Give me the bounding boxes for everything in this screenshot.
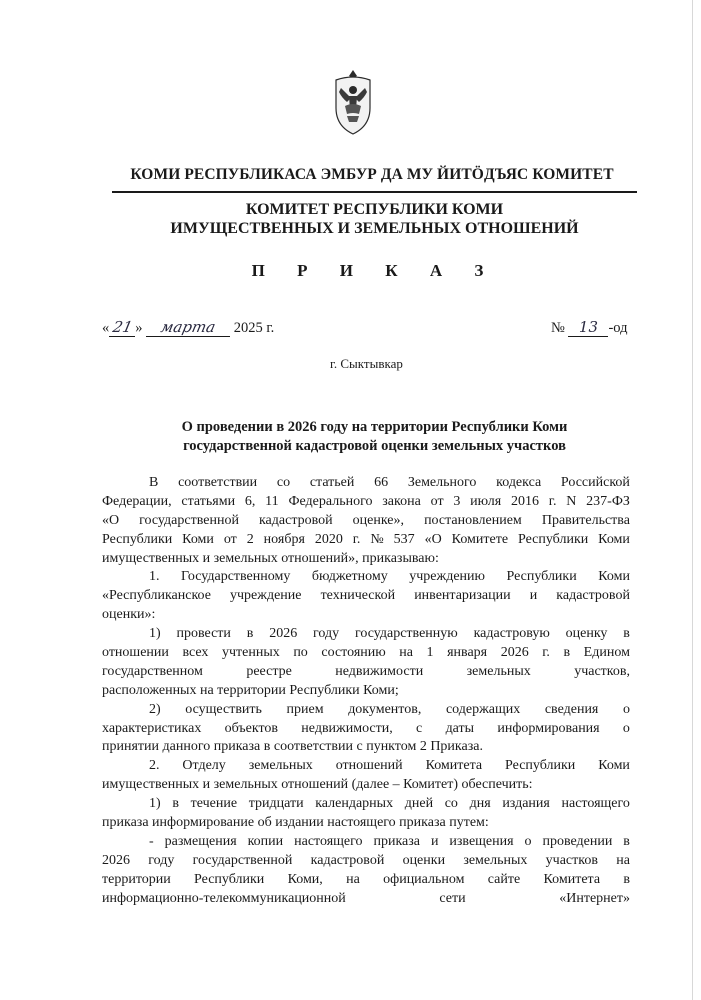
body-word: участков — [545, 852, 598, 868]
body-line: принятии данного приказа в соответствии с пунктом 2 Приказа. — [102, 739, 483, 755]
header-ru-line-2: ИМУЩЕСТВЕННЫХ И ЗЕМЕЛЬНЫХ ОТНОШЕНИЙ — [170, 220, 579, 237]
body-word: 2. — [149, 758, 160, 774]
body-word: информационно-телекоммуникационной — [102, 890, 346, 906]
order-number — [551, 320, 628, 337]
date-month: марта — [159, 318, 218, 336]
body-word: «Интернет» — [559, 890, 630, 906]
body-word: Земельного — [407, 475, 477, 490]
body-word: государственную — [354, 626, 458, 642]
body-word: оценки — [402, 852, 446, 868]
coat-of-arms-emblem — [333, 68, 373, 136]
body-word: 2020 — [314, 531, 343, 547]
body-word: 6, — [244, 493, 256, 509]
body-word: о — [622, 720, 630, 736]
body-word: земельных — [466, 663, 531, 679]
body-word: Государственному — [181, 569, 291, 585]
body-line — [102, 701, 630, 720]
body-word: Коми — [598, 758, 630, 774]
date-day: 21 — [110, 318, 134, 336]
body-word: N — [566, 493, 577, 509]
body-line — [102, 890, 630, 909]
body-word: характеристиках — [102, 720, 202, 736]
body-word: отношений — [335, 758, 403, 774]
header-komi-line: КОМИ РЕСПУБЛИКАСА ЭМБУР ДА МУ ЙИТÖДЪЯС КОМИТЕТ — [130, 166, 614, 183]
body-word: Федерального — [288, 493, 373, 509]
body-word: государственном — [102, 663, 203, 679]
body-word: государственной — [192, 852, 293, 868]
date-month-field — [146, 320, 230, 337]
body-line — [102, 795, 630, 814]
body-word: 537 — [393, 531, 415, 547]
body-word: 2026 — [500, 645, 529, 661]
body-word: и — [529, 588, 538, 604]
body-word: Федерации, — [102, 493, 172, 509]
body-word: в — [623, 871, 630, 887]
body-word: территории — [102, 871, 171, 887]
body-word: земельных — [248, 758, 313, 774]
body-word: течение — [190, 796, 238, 812]
body-word: Республики — [505, 758, 576, 774]
body-word: в — [623, 833, 630, 849]
body-word: Коми — [598, 531, 630, 547]
body-word: Комитета — [425, 758, 483, 774]
body-word: содержащих — [445, 701, 521, 717]
body-line — [102, 474, 630, 493]
number-suffix: -од — [608, 320, 628, 336]
body-word: Едином — [583, 645, 630, 661]
body-word: и — [430, 833, 439, 849]
body-word: кадастровой — [556, 588, 630, 604]
body-word: государственной — [139, 512, 239, 528]
body-word: прием — [286, 701, 324, 717]
body-word: объектов — [224, 720, 278, 736]
order-title-line-1: О проведении в 2026 году на территории Республики Коми — [181, 419, 568, 435]
header-ru-line-1: КОМИТЕТ РЕСПУБЛИКИ КОМИ — [245, 201, 504, 218]
body-word: с — [416, 720, 423, 736]
body-word: ноября — [263, 531, 305, 547]
body-word: году — [148, 852, 175, 868]
body-word: г. — [352, 531, 361, 547]
body-word: календарных — [315, 796, 394, 812]
body-line — [102, 493, 630, 512]
body-word: 66 — [374, 475, 389, 490]
body-word: учреждению — [409, 569, 485, 585]
body-word: статьей — [309, 475, 355, 490]
body-word: году — [313, 626, 340, 642]
body-word: 1 — [426, 645, 434, 661]
body-word: закона — [382, 493, 421, 509]
body-word: 237-ФЗ — [586, 493, 630, 509]
body-word: сети — [439, 890, 466, 906]
body-word: на — [616, 852, 630, 868]
body-word: учреждение — [230, 588, 302, 604]
body-line — [102, 833, 630, 852]
scan-edge — [692, 0, 693, 1000]
date-year: 2025 г. — [233, 320, 275, 336]
body-word: оценку — [565, 626, 608, 642]
body-line: оценки»: — [102, 607, 156, 623]
body-word: 2) — [149, 701, 161, 717]
body-word: о — [622, 701, 630, 717]
body-line: имущественных и земельных отношений», приказываю: — [102, 550, 439, 566]
body-word: учтенных — [221, 645, 280, 661]
document-type: П Р И К А З — [251, 261, 498, 280]
body-line — [102, 757, 630, 776]
body-word: реестре — [246, 663, 292, 679]
body-word: Республики — [506, 569, 577, 585]
body-line — [102, 512, 630, 531]
body-word: Правительства — [541, 512, 630, 528]
body-word: 1. — [149, 569, 160, 585]
order-body — [102, 474, 630, 908]
body-word: о — [524, 833, 532, 849]
body-word: осуществить — [185, 701, 262, 717]
body-word: даты — [445, 720, 475, 736]
body-line — [102, 531, 630, 550]
body-word: соответствии — [178, 475, 258, 490]
body-word: 1) — [149, 796, 161, 812]
body-word: провести — [176, 626, 231, 642]
body-word: - — [149, 833, 154, 849]
body-word: статьями — [181, 493, 236, 509]
body-word: 11 — [265, 493, 279, 509]
body-word: земельных — [463, 852, 528, 868]
body-word: издания — [502, 796, 550, 812]
body-word: официальном — [383, 871, 465, 887]
body-word: дня — [469, 796, 491, 812]
body-line: расположенных на территории Республики Коми; — [102, 682, 399, 698]
body-word: от — [430, 493, 444, 509]
body-line — [102, 663, 630, 682]
body-word: информирования — [497, 720, 600, 736]
body-word: инвентаризации — [414, 588, 511, 604]
date-day-field — [109, 320, 135, 337]
body-line: имущественных и земельных отношений (далее – Комитет) обеспечить: — [102, 777, 533, 793]
body-word: кодекса — [496, 475, 542, 490]
body-word: Коми, — [287, 871, 323, 887]
body-word: со — [444, 796, 458, 812]
body-word: июля — [470, 493, 502, 509]
number-prefix: № — [551, 320, 565, 336]
body-line — [102, 568, 630, 587]
body-line: приказа информирование об издании настоящего приказа путем: — [102, 815, 489, 831]
body-word: № — [370, 531, 384, 547]
body-line — [102, 625, 630, 644]
body-word: Коми — [598, 569, 630, 585]
body-word: состоянию — [321, 645, 386, 661]
body-word: кадастровой — [258, 512, 333, 528]
body-word: в — [563, 645, 571, 661]
order-date — [102, 320, 274, 337]
body-word: недвижимости — [335, 663, 424, 679]
body-word: настоящего — [561, 796, 630, 812]
body-word: сайте — [487, 871, 521, 887]
body-word: в — [246, 626, 254, 642]
order-title-line-2: государственной кадастровой оценки земельных участков — [183, 438, 566, 454]
body-word: отношении — [102, 645, 169, 661]
body-word: Коми — [182, 531, 214, 547]
body-word: 1) — [149, 626, 161, 642]
body-word: «О — [102, 512, 120, 528]
body-word: тридцати — [248, 796, 304, 812]
body-word: г. — [542, 645, 550, 661]
body-line — [102, 644, 630, 663]
body-word: Республики — [518, 531, 589, 547]
body-word: января — [447, 645, 488, 661]
header-divider — [112, 191, 637, 193]
body-word: всех — [182, 645, 209, 661]
body-line — [102, 852, 630, 871]
body-word: Комитете — [451, 531, 509, 547]
body-word: г. — [548, 493, 557, 509]
body-word: приказа — [373, 833, 421, 849]
body-word: Республики — [102, 531, 173, 547]
body-word: Республики — [194, 871, 265, 887]
number-field — [568, 320, 608, 337]
body-word: 3 — [453, 493, 461, 509]
body-line — [102, 587, 630, 606]
date-open-quote: « — [102, 320, 110, 336]
body-word: «Республиканское — [102, 588, 211, 604]
body-word: «О — [424, 531, 442, 547]
body-word: от — [223, 531, 237, 547]
body-word: постановлением — [424, 512, 522, 528]
body-word: недвижимости, — [301, 720, 393, 736]
number-value: 13 — [578, 318, 599, 336]
body-word: Отделу — [182, 758, 226, 774]
body-line — [102, 871, 630, 890]
city: г. Сыктывкар — [330, 356, 403, 371]
body-word: 2026 — [102, 852, 130, 868]
body-word: 2016 — [510, 493, 539, 509]
body-word: настоящего — [294, 833, 363, 849]
body-word: оценке», — [352, 512, 405, 528]
body-word: кадастровую — [473, 626, 550, 642]
body-word: 2026 — [269, 626, 298, 642]
body-word: участков, — [574, 663, 630, 679]
body-word: дней — [404, 796, 434, 812]
body-word: сведения — [544, 701, 599, 717]
body-word: копии — [247, 833, 284, 849]
body-word: размещения — [164, 833, 237, 849]
body-word: проведении — [542, 833, 613, 849]
body-word: В — [149, 475, 159, 490]
body-word: бюджетному — [311, 569, 388, 585]
body-word: по — [293, 645, 308, 661]
body-word: 2 — [246, 531, 254, 547]
body-word: технической — [320, 588, 396, 604]
body-word: в — [623, 626, 630, 642]
body-word: кадастровой — [310, 852, 385, 868]
body-word: Комитета — [543, 871, 601, 887]
body-word: со — [276, 475, 291, 490]
body-word: документов, — [348, 701, 422, 717]
body-word: извещения — [449, 833, 514, 849]
body-word: Российской — [560, 475, 630, 490]
body-word: на — [399, 645, 413, 661]
body-word: в — [172, 796, 179, 812]
body-line — [102, 720, 630, 739]
date-close-quote: » — [135, 320, 143, 336]
body-word: на — [346, 871, 360, 887]
